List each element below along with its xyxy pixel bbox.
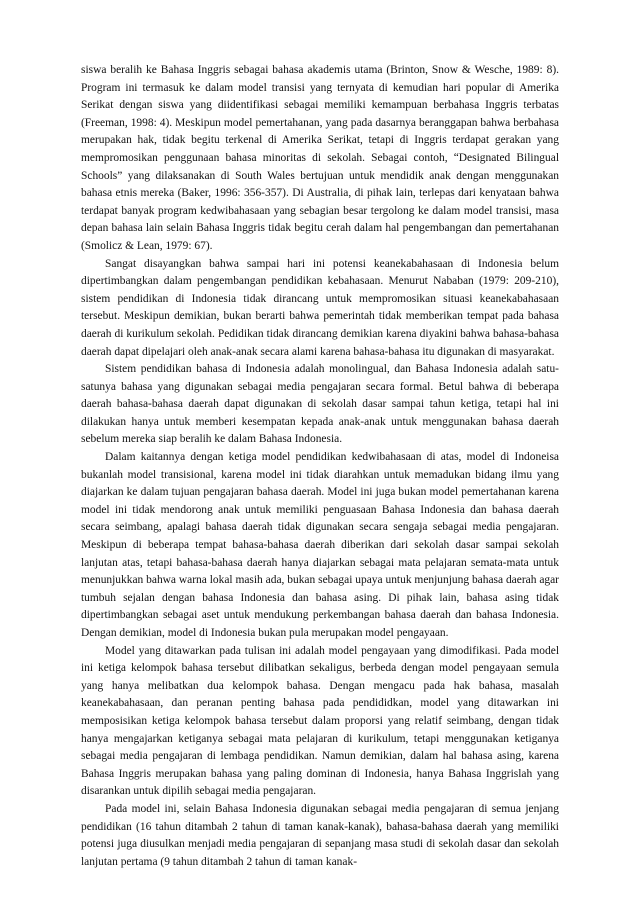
paragraph-1: siswa beralih ke Bahasa Inggris sebagai bahasa akademis utama (Brinton, Snow & Wesche, 1989: 8). Program ini termasuk ke dalam model transisi yang ternyata di kemudian hari popular di Amerika Serikat dengan siswa yang diidentifikasi sebagai memiliki kemampuan berbahasa Inggris terbatas (Freeman, 1998: 4). Meskipun model pemertahanan, yang pada dasarnya beranggapan bahwa berbahasa merupakan hak, tidak begitu terkenal di Amerika Serikat, tetapi di Inggris terdapat gerakan yang mempromosikan penggunaan bahasa minoritas di sekolah. Sebagai contoh, “Designated Bilingual Schools” yang dilaksanakan di South Wales bertujuan untuk mendidik anak dengan menggunakan bahasa etnis mereka (Baker, 1996: 356-357). Di Australia, di pihak lain, terlepas dari kenyataan bahwa terdapat banyak program kedwibahasaan yang sebagian besar tergolong ke dalam model transisi, masa depan bahasa lain selain Bahasa Inggris tidak begitu cerah dalam hal pengembangan dan pemertahanan (Smolicz & Lean, 1979: 67). — [81, 64, 559, 252]
paragraph-2: Sangat disayangkan bahwa sampai hari ini potensi keanekabahasaan di Indonesia belum dipertimbangkan dalam pengembangan pendidikan kebahasaan. Menurut Nababan (1979: 209-210), sistem pendidikan di Indonesia tidak dirancang untuk mempromosikan situasi keanekabahasaan tersebut. Meskipun demikian, bukan berarti bahwa pemerintah tidak memberikan tempat pada bahasa daerah di kurikulum sekolah. Pedidikan tidak dirancang demikian karena diyakini bahwa bahasa-bahasa daerah dapat dipelajari oleh anak-anak secara alami karena bahasa-bahasa itu digunakan di masyarakat. — [81, 257, 559, 358]
paragraph-6: Pada model ini, selain Bahasa Indonesia digunakan sebagai media pengajaran di semua jenjang pendidikan (16 tahun ditambah 2 tahun di taman kanak-kanak), bahasa-bahasa daerah yang memiliki potensi juga diusulkan menjadi media pengajaran di sepanjang masa studi di sekolah dasar dan sekolah lanjutan pertama (9 tahun ditambah 2 tahun di taman kanak- — [81, 802, 559, 868]
paragraph-5: Model yang ditawarkan pada tulisan ini adalah model pengayaan yang dimodifikasi. Pada model ini ketiga kelompok bahasa tersebut dilibatkan sekaligus, berbeda dengan model pengayaan semula yang hanya melibatkan dua kelompok bahasa. Dengan mengacu pada hak bahasa, masalah keanekabahasaan, dan peranan penting bahasa pada pendididkan, model yang ditawarkan ini memposisikan ketiga kelompok bahasa tersebut dalam proporsi yang relatif seimbang, dengan tidak hanya mengajarkan ketiganya sebagai mata pelajaran di kurikulum, tetapi menggunakan ketiganya sebagai media pengajaran di lembaga pendidikan. Namun demikian, dalam hal bahasa asing, karena Bahasa Inggris merupakan bahasa yang paling dominan di Indonesia, hanya Bahasa Inggrislah yang disarankan untuk dipilih sebagai media pengajaran. — [81, 644, 559, 798]
paragraph-3: Sistem pendidikan bahasa di Indonesia adalah monolingual, dan Bahasa Indonesia adalah satu-satunya bahasa yang digunakan sebagai media pengajaran secara formal. Betul bahwa di beberapa daerah bahasa-bahasa daerah dapat digunakan di sekolah dasar sampai tahun ketiga, tetapi hal ini dilakukan hanya untuk memberi kesempatan kepada anak-anak untuk menggunakan bahasa daerah sebelum mereka siap beralih ke dalam Bahasa Indonesia. — [81, 363, 559, 446]
document-page — [81, 62, 559, 871]
paragraph-4: Dalam kaitannya dengan ketiga model pendidikan kedwibahasaan di atas, model di Indoneisa bukanlah model transisional, karena model ini tidak diarahkan untuk memadukan bidang ilmu yang diajarkan ke dalam tujuan pengajaran bahasa daerah. Model ini juga bukan model pemertahanan karena model ini tidak mendorong anak untuk memiliki penguasaan Bahasa Indonesia dan bahasa daerah secara seimbang, apalagi bahasa daerah tidak digunakan secara sengaja sebagai media pengajaran. Meskipun di beberapa tempat bahasa-bahasa daerah diberikan dari sekolah dasar sampai sekolah lanjutan atas, tetapi bahasa-bahasa daerah hanya diajarkan sebagai mata pelajaran semata-mata untuk menunjukkan bahwa warna lokal masih ada, bukan sebagai upaya untuk menjunjung bahasa daerah agar tumbuh sejalan dengan bahasa Indonesia dan bahasa asing. Di pihak lain, bahasa asing tidak dipertimbangkan sebagai aset untuk mendukung perkembangan bahasa daerah dan bahasa Indonesia. Dengan demikian, model di Indonesia bukan pula merupakan model pengayaan. — [81, 451, 559, 639]
